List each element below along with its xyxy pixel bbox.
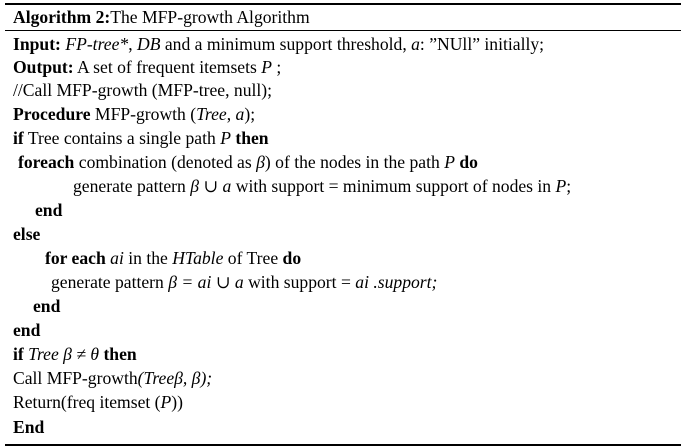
else-keyword: else (13, 224, 41, 244)
end-foreach: end (35, 200, 63, 220)
do-keyword: do (459, 152, 478, 172)
procedure-end: ); (244, 104, 256, 124)
for-each-keyword: for each (45, 248, 106, 268)
procedure-name: MFP-growth ( (90, 104, 197, 124)
generate-text: generate pattern (73, 176, 191, 196)
generate-text-2: generate pattern (51, 272, 169, 292)
generate-p: P (555, 176, 567, 196)
call-line (13, 367, 212, 389)
if-condition-text: Tree contains a single path (23, 128, 221, 148)
generate-support-text: with support = minimum support of nodes in (231, 176, 556, 196)
do-keyword-2: do (282, 248, 302, 268)
output-line (13, 56, 281, 78)
generate-pattern-line-1 (73, 175, 571, 197)
algorithm-label: Algorithm 2: (13, 7, 111, 27)
procedure-a: a (235, 104, 245, 124)
generate-formula-2: β = ai ∪ a (168, 272, 244, 292)
output-keyword: Output: (13, 57, 74, 77)
foreach-beta: β (256, 152, 265, 172)
return-p: P (160, 392, 172, 412)
return-end: )) (171, 392, 184, 412)
generate-formula: β ∪ a (190, 176, 232, 196)
return-line (13, 391, 183, 413)
call-args: (Treeβ, β); (137, 368, 213, 388)
algorithm-title (13, 6, 310, 28)
input-fptree: FP-tree* (65, 34, 129, 54)
then-keyword-2: then (103, 344, 137, 364)
output-p: P (261, 57, 273, 77)
for-each-text-2: of Tree (223, 248, 283, 268)
foreach-keyword: foreach (18, 152, 75, 172)
procedure-sep: , (226, 104, 236, 124)
input-line (13, 33, 544, 55)
output-end: ; (272, 57, 282, 77)
if-keyword-2: if (13, 344, 24, 364)
input-threshold-text: and a minimum support threshold, (160, 34, 412, 54)
generate-ai-support: ai .support; (355, 272, 438, 292)
end-final: End (13, 417, 45, 437)
input-sep: , (128, 34, 137, 54)
procedure-keyword: Procedure (13, 104, 91, 124)
then-keyword: then (235, 128, 269, 148)
return-text: Return(freq itemset ( (13, 392, 161, 412)
output-text: A set of frequent itemsets (73, 57, 262, 77)
bottom-rule (5, 444, 681, 446)
if-tree-line (13, 343, 137, 365)
foreach-text-2: ) of the nodes in the path (264, 152, 445, 172)
if-tree-condition: Tree β ≠ θ (28, 344, 100, 364)
end-for-each: end (33, 296, 61, 316)
algorithm-name: The MFP-growth Algorithm (110, 7, 310, 27)
input-keyword: Input: (13, 34, 61, 54)
foreach-path-p: P (444, 152, 455, 172)
input-null-text: : ”NUll” initially; (419, 34, 545, 54)
for-each-ai: ai (110, 248, 124, 268)
if-path-p: P (220, 128, 231, 148)
for-each-htable: HTable (172, 248, 224, 268)
generate-end: ; (566, 176, 572, 196)
comment-line: //Call MFP-growth (MFP-tree, null); (13, 80, 273, 100)
if-single-path-line (13, 127, 269, 149)
if-keyword: if (13, 128, 24, 148)
generate-support-text-2: with support = (243, 272, 356, 292)
for-each-htable-line (45, 247, 301, 269)
end-if: end (13, 320, 41, 340)
call-text: Call MFP-growth (13, 368, 138, 388)
top-rule (5, 3, 681, 5)
procedure-tree: Tree (196, 104, 227, 124)
input-a: a (411, 34, 420, 54)
input-db: DB (136, 34, 161, 54)
generate-pattern-line-2 (51, 271, 437, 293)
title-rule (5, 30, 681, 31)
for-each-text: in the (123, 248, 173, 268)
foreach-combination-line (18, 151, 478, 173)
procedure-line (13, 103, 255, 125)
foreach-text: combination (denoted as (74, 152, 257, 172)
